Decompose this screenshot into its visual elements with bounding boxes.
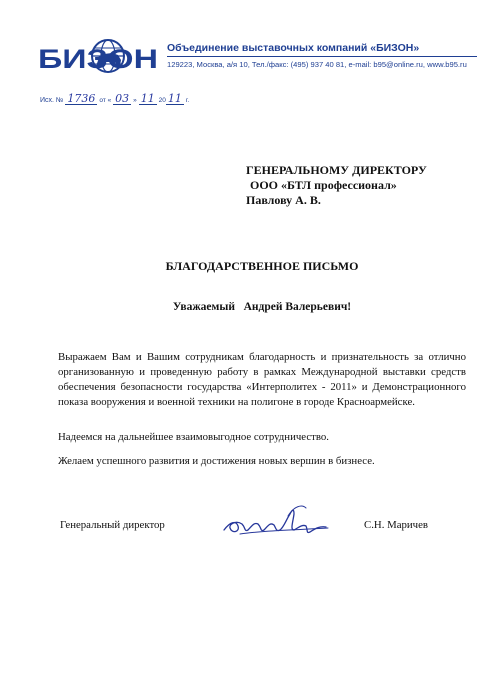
signer-position: Генеральный директор xyxy=(60,519,165,531)
letter-title xyxy=(0,259,502,274)
ref-year-prefix: 20 xyxy=(158,97,166,104)
addressee-name: Павлову А. В. xyxy=(246,193,321,207)
ref-prefix: Исх. № xyxy=(40,97,64,104)
ref-mid-sep: » xyxy=(133,97,137,104)
salutation xyxy=(0,301,502,313)
salutation-word: Уважаемый xyxy=(172,301,235,313)
organization-address: 129223, Москва, а/я 10, Тел./факс: (495) 937 40 81, e-mail: b95@online.ru, www.b95.ru xyxy=(167,60,467,69)
ref-year-suffix: 11 xyxy=(167,92,182,105)
ref-from-label: от « xyxy=(99,97,112,104)
signer-name: С.Н. Маричев xyxy=(364,519,428,531)
letter-title-text: БЛАГОДАРСТВЕННОЕ ПИСЬМО xyxy=(165,259,359,273)
letterhead-divider xyxy=(167,56,477,57)
addressee-company: ООО «БТЛ профессионал» xyxy=(250,178,397,192)
signature-graphic xyxy=(220,500,340,545)
handwritten-signature xyxy=(220,500,340,545)
ref-number: 1736 xyxy=(67,92,96,105)
ref-day: 03 xyxy=(115,92,130,105)
logo-text: БИЗОН xyxy=(38,44,158,74)
letter-cooperation-line: Надеемся на дальнейшее взаимовыгодное сотрудничество. xyxy=(58,431,329,443)
logo-graphic xyxy=(36,36,160,76)
addressee-block xyxy=(246,163,427,208)
addressee-position: ГЕНЕРАЛЬНОМУ ДИРЕКТОРУ xyxy=(246,163,427,177)
letter-body-paragraph: Выражаем Вам и Вашим сотрудникам благодарность и признательность за отлично организованную и проведенную работу в рамках Международной выставки средств обеспечения безопасности государства «Интерполитех - 2011» и Демонстрационного показа вооружения и военной техники на полигоне в городе Красноармейске. xyxy=(58,351,466,408)
ref-suffix: г. xyxy=(185,97,190,104)
salutation-name: Андрей Валерьевич! xyxy=(243,301,352,313)
outgoing-reference xyxy=(40,94,189,105)
organization-name: Объединение выставочных компаний «БИЗОН» xyxy=(167,42,420,54)
letter-wishes-line: Желаем успешного развития и достижения новых вершин в бизнесе. xyxy=(58,455,375,467)
ref-month: 11 xyxy=(140,92,155,105)
company-logo xyxy=(36,36,160,76)
